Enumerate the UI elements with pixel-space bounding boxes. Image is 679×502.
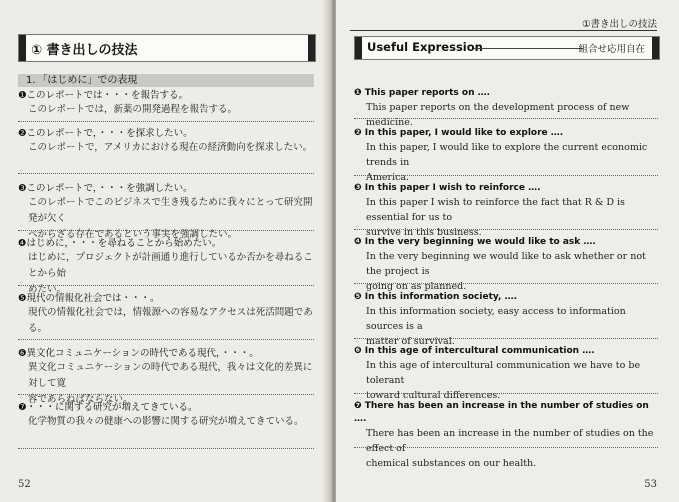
en-entry-example: survive in this business.: [366, 227, 482, 238]
jp-entry-example: このレポートでは，新薬の開発過程を報告する。: [28, 104, 238, 115]
dotted-divider: [18, 339, 314, 340]
dotted-divider: [354, 175, 658, 176]
jp-entry-heading: ❻異文化コミュニケーションの時代である現代，・・・。: [18, 348, 259, 359]
jp-entry-heading: ❺現代の情報化社会では・・・。: [18, 293, 160, 304]
dotted-divider: [354, 338, 658, 339]
chapter-title-bar: [18, 34, 316, 62]
en-entry-heading: ❼ There has been an increase in the number of studies on ….: [354, 401, 649, 424]
jp-entry-example: 異文化コミュニケーションの時代である現代，我々は文化的差異に対して寛: [28, 362, 313, 389]
jp-entry-1: [18, 89, 314, 118]
jp-entry-example: 化学物質の我々の健康への影響に関する研究が増えてきている。: [28, 416, 304, 427]
jp-entry-example: べからざる存在であるという事実を強調したい。: [28, 229, 238, 240]
dotted-divider: [18, 394, 314, 395]
jp-entry-3: [18, 182, 314, 243]
jp-entry-heading: ❷このレポートで，・・・を探求したい。: [18, 128, 193, 139]
chapter-bar-accent-right: [308, 35, 315, 61]
en-entry-5: [354, 291, 658, 349]
dotted-divider: [354, 283, 658, 284]
chapter-title: ① 書き出しの技法: [31, 43, 138, 58]
jp-entry-heading: ❼・・・に関する研究が増えてきている。: [18, 402, 198, 413]
en-entry-example: In this paper, I would like to explore the current economic trends in: [366, 142, 648, 168]
en-entry-6: [354, 345, 658, 403]
jp-entry-6: [18, 347, 314, 408]
en-entry-heading: ❶ This paper reports on ….: [354, 88, 491, 98]
page-number-right: 53: [644, 479, 657, 490]
en-entry-example: In this age of intercultural communication we have to be tolerant: [366, 360, 641, 386]
jp-entry-heading: ❶このレポートでは・・・を報告する。: [18, 90, 189, 101]
chapter-bar-accent-left: [19, 35, 26, 61]
en-entry-example: America.: [366, 172, 410, 183]
en-entry-heading: ❻ In this age of intercultural communication ….: [354, 346, 595, 356]
en-entry-heading: ❹ In the very beginning we would like to ask ….: [354, 237, 596, 247]
running-head: ①書き出しの技法: [581, 19, 657, 30]
en-entry-heading: ❺ In this information society, ….: [354, 292, 518, 302]
dotted-divider: [18, 230, 314, 231]
dotted-divider: [18, 121, 314, 122]
en-entry-example: going on as planned.: [366, 281, 467, 292]
en-entry-example: toward cultural differences.: [366, 390, 501, 401]
jp-entry-example: はじめに，プロジェクトが計画通り進行しているか否かを尋ねることから始: [28, 252, 313, 279]
dotted-divider: [354, 393, 658, 394]
en-entry-example: There has been an increase in the number of studies on the effect of: [366, 428, 654, 454]
section-title: 1．「はじめに」での表現: [26, 75, 138, 86]
left-page: [0, 0, 332, 502]
en-entry-heading: ❸ In this paper I wish to reinforce ….: [354, 183, 541, 193]
right-page: [336, 0, 679, 502]
en-entry-3: [354, 182, 658, 240]
dotted-divider: [354, 118, 658, 119]
useful-expression-title: Useful Expression: [367, 40, 483, 54]
jp-entry-5: [18, 292, 314, 337]
en-entry-example: In this paper I wish to reinforce the fact that R & D is essential for us to: [366, 197, 625, 223]
ue-bar-accent-right: [652, 37, 659, 59]
jp-entry-2: [18, 127, 314, 156]
jp-entry-example: 容であらねばならない。: [28, 394, 133, 405]
en-entry-2: [354, 127, 658, 185]
en-entry-example: This paper reports on the development process of new medicine.: [366, 102, 630, 128]
en-entry-example: matter of survival.: [366, 336, 455, 347]
running-head-rule: [350, 30, 657, 31]
jp-entry-example: めたい。: [28, 284, 67, 295]
dotted-divider: [18, 448, 314, 449]
dotted-divider: [18, 285, 314, 286]
jp-entry-example: このレポートで，アメリカにおける現在の経済動向を探求したい。: [28, 142, 313, 153]
en-entry-example: In this information society, easy access to information sources is a: [366, 306, 626, 332]
dotted-divider: [354, 447, 658, 448]
section-title-bar: [18, 74, 314, 87]
jp-entry-example: 現代の情報化社会では，情報源への容易なアクセスは死活問題である。: [28, 307, 313, 334]
page-number-left: 52: [18, 479, 31, 490]
dotted-divider: [18, 173, 314, 174]
useful-expression-subtitle: 組合せ応用自在: [578, 44, 645, 55]
jp-entry-7: [18, 401, 314, 430]
useful-expression-bar: [354, 36, 660, 60]
en-entry-example: chemical substances on our health.: [366, 458, 537, 469]
dotted-divider: [354, 229, 658, 230]
en-entry-1: [354, 87, 658, 130]
en-entry-4: [354, 236, 658, 294]
jp-entry-4: [18, 237, 314, 298]
jp-entry-heading: ❸このレポートで，・・・を強調したい。: [18, 183, 193, 194]
en-entry-example: In the very beginning we would like to ask whether or not the project is: [366, 251, 646, 277]
ue-bar-accent-left: [355, 37, 362, 59]
jp-entry-heading: ❹はじめに，・・・を尋ねることから始めたい。: [18, 238, 222, 249]
en-entry-7: [354, 400, 658, 471]
en-entry-heading: ❷ In this paper, I would like to explore ….: [354, 128, 564, 138]
jp-entry-example: このレポートでこのビジネスで生き残るために我々にとって研究開発が欠く: [28, 197, 313, 224]
ue-title-rule: [473, 48, 583, 49]
